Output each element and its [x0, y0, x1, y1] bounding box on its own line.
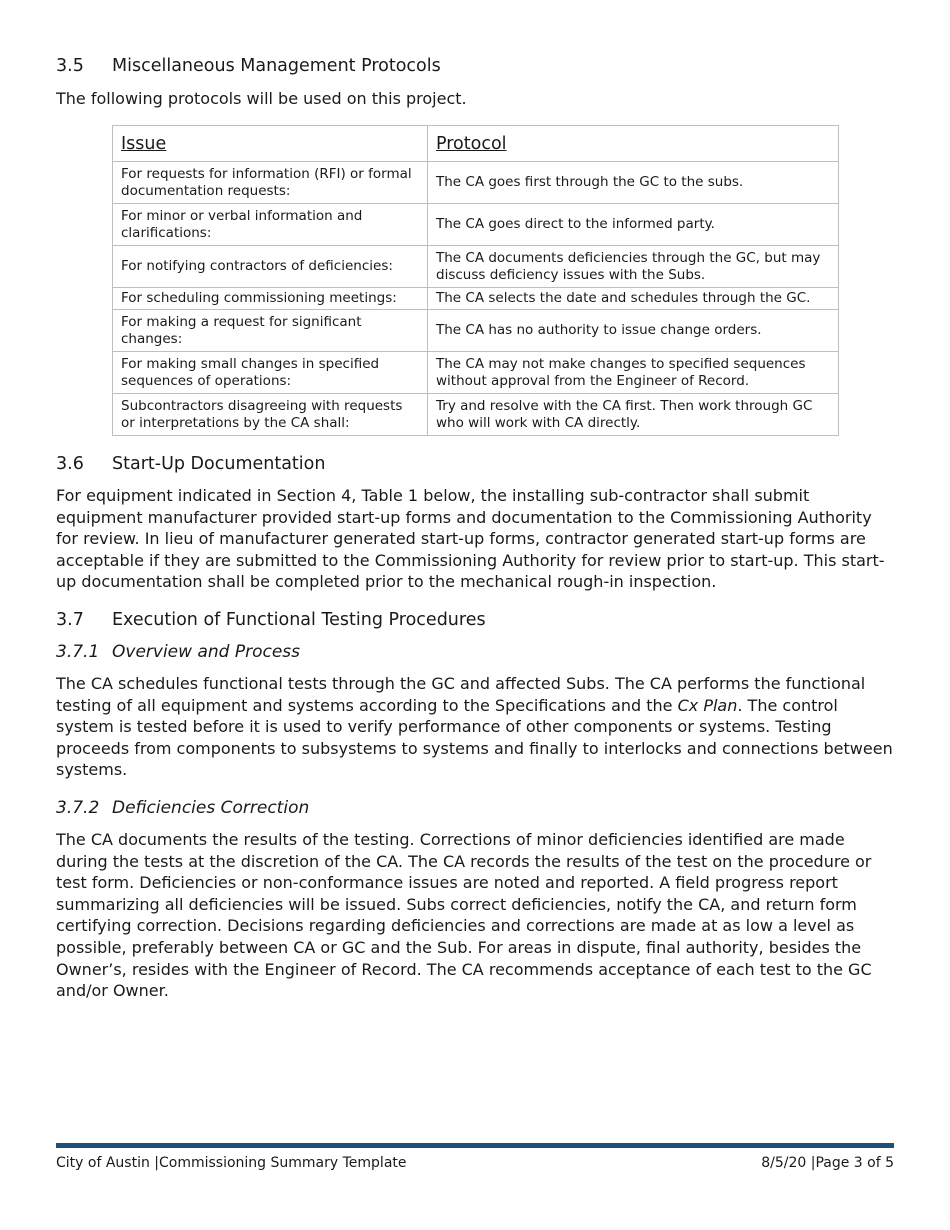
protocol-cell: The CA documents deficiencies through the GC, but may discuss deficiency issues with the Subs.: [428, 246, 839, 288]
section-number: 3.6: [56, 454, 84, 474]
deficiencies-paragraph: The CA documents the results of the testing. Corrections of minor deficiencies identified are made during the tests at the discretion of the CA. The CA records the results of the test on the procedure or test form. Deficiencies or non-conformance issues are noted and reported. A field progress report summarizing all deficiencies will be issued. Subs correct deficiencies, notify the CA, and return form certifying correction. Decisions regarding deficiencies and corrections are made at as low a level as possible, preferably between CA or GC and the Sub. For areas in dispute, final authority, besides the Owner’s, resides with the Engineer of Record. The CA recommends acceptance of each test to the GC and/or Owner.: [56, 830, 872, 1001]
protocol-cell: The CA goes direct to the informed party.: [428, 204, 839, 246]
table-row: [113, 310, 839, 352]
subsection-heading-3-7-2: [56, 798, 309, 818]
table-row: [113, 394, 839, 436]
protocol-cell: Try and resolve with the CA first. Then work through GC who will work with CA directly.: [428, 394, 839, 436]
protocol-cell: The CA goes first through the GC to the subs.: [428, 162, 839, 204]
overview-paragraph: [56, 673, 896, 781]
overview-text-end: . The control system is tested before it is used to verify performance of other components or systems. Testing proceeds from components to subsystems to systems and finally to interlocks and connections between systems.: [56, 695, 893, 780]
table-row: [113, 246, 839, 288]
table-row: [113, 204, 839, 246]
table-intro: The following protocols will be used on this project.: [56, 89, 467, 108]
subsection-number: 3.7.1: [56, 642, 100, 662]
table-row: [113, 288, 839, 310]
subsection-number: 3.7.2: [56, 798, 100, 818]
footer-rule: [56, 1143, 894, 1148]
protocol-cell: The CA selects the date and schedules through the GC.: [428, 288, 839, 310]
protocol-cell: The CA has no authority to issue change orders.: [428, 310, 839, 352]
table-row: [113, 162, 839, 204]
protocols-table: [112, 125, 839, 436]
section-title: Start-Up Documentation: [112, 454, 326, 474]
subsection-title: Deficiencies Correction: [112, 798, 310, 818]
startup-documentation-paragraph: For equipment indicated in Section 4, Table 1 below, the installing sub-contractor shall submit equipment manufacturer provided start-up forms and documentation to the Commissioning Authority for review. In lieu of manufacturer generated start-up forms, contractor generated start-up forms are acceptable if they are submitted to the Commissioning Authority for review prior to start-up. This start-up documentation shall be completed prior to the mechanical rough-in inspection.: [56, 486, 885, 592]
section-number: 3.5: [56, 56, 84, 76]
table-header-row: [113, 126, 839, 162]
footer-document-title: City of Austin |Commissioning Summary Template: [56, 1155, 407, 1171]
issue-cell: For minor or verbal information and clarifications:: [113, 204, 428, 246]
issue-cell: For requests for information (RFI) or formal documentation requests:: [113, 162, 428, 204]
section-heading-3-5: [56, 56, 441, 76]
column-header-issue: Issue: [113, 126, 428, 162]
subsection-title: Overview and Process: [112, 642, 300, 662]
issue-cell: For scheduling commissioning meetings:: [113, 288, 428, 310]
table-row: [113, 352, 839, 394]
issue-cell: For making a request for significant changes:: [113, 310, 428, 352]
cx-plan-reference: Cx Plan: [677, 695, 738, 715]
issue-cell: For making small changes in specified sequences of operations:: [113, 352, 428, 394]
column-header-protocol: Protocol: [428, 126, 839, 162]
section-title: Execution of Functional Testing Procedures: [112, 610, 486, 630]
section-number: 3.7: [56, 610, 84, 630]
footer-date-page: 8/5/20 |Page 3 of 5: [761, 1155, 894, 1171]
issue-cell: Subcontractors disagreeing with requests or interpretations by the CA shall:: [113, 394, 428, 436]
section-heading-3-7: [56, 610, 486, 630]
subsection-heading-3-7-1: [56, 642, 300, 662]
overview-text-start: The CA schedules functional tests through the GC and affected Subs. The CA performs the functional testing of all equipment and systems according to the Specifications and the: [56, 674, 866, 715]
issue-cell: For notifying contractors of deficiencies:: [113, 246, 428, 288]
protocol-cell: The CA may not make changes to specified sequences without approval from the Engineer of Record.: [428, 352, 839, 394]
section-title: Miscellaneous Management Protocols: [112, 56, 441, 76]
section-heading-3-6: [56, 454, 325, 474]
